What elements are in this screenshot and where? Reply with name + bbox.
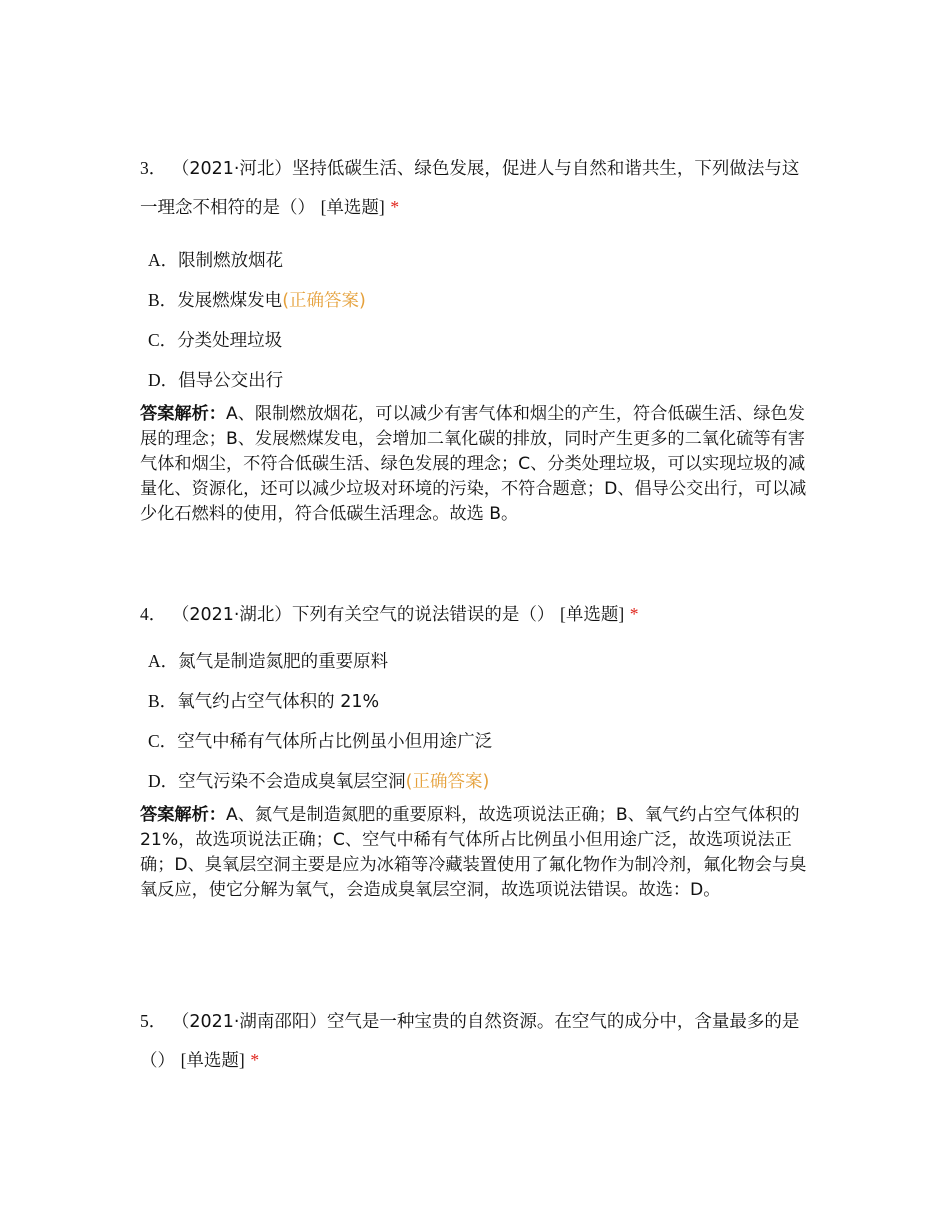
option-text: 倡导公交出行 xyxy=(178,371,284,391)
question-type-tag: [单选题] xyxy=(560,604,625,624)
option-letter: D． xyxy=(148,370,179,390)
question-source: （2021·湖南邵阳） xyxy=(171,1012,327,1032)
question-number: 4． xyxy=(140,604,167,624)
question-3 xyxy=(140,149,812,527)
analysis-text: A、氮气是制造氮肥的重要原料，故选项说法正确；B、氧气约占空气体积的 21%，故选项说法正确；C、空气中稀有气体所占比例虽小但用途广泛，故选项说法正确；D、臭氧层空洞主要是应为冰箱等冷藏装置使用了氟化物作为制冷剂，氟化物会与臭氧反应，使它分解为氧气，会造成臭氧层空洞，故选项说法错误。故选：D。 xyxy=(140,805,807,900)
required-mark: * xyxy=(250,1050,260,1070)
option-letter: C． xyxy=(148,731,178,751)
option-letter: D． xyxy=(148,771,179,791)
option-letter: A． xyxy=(148,250,179,270)
question-stem: 坚持低碳生活、绿色发展，促进人与自然和谐共生，下列做法与这一理念不相符的是（） xyxy=(140,159,800,218)
required-mark: * xyxy=(390,197,400,217)
question-4 xyxy=(140,595,812,903)
analysis-label: 答案解析： xyxy=(140,404,226,424)
option-a[interactable] xyxy=(140,641,812,681)
option-b[interactable] xyxy=(140,681,812,721)
question-number: 5． xyxy=(140,1011,167,1031)
option-text: 限制燃放烟花 xyxy=(178,251,284,271)
question-title xyxy=(140,1002,812,1080)
option-d[interactable] xyxy=(140,761,812,801)
correct-answer-label: (正确答案) xyxy=(405,772,490,792)
analysis-label: 答案解析： xyxy=(140,805,226,825)
question-number: 3． xyxy=(140,158,167,178)
option-letter: A． xyxy=(148,651,179,671)
required-mark: * xyxy=(629,604,639,624)
option-c[interactable] xyxy=(140,721,812,761)
option-text: 空气中稀有气体所占比例虽小但用途广泛 xyxy=(177,732,493,752)
option-text: 氮气是制造氮肥的重要原料 xyxy=(178,652,389,672)
option-b[interactable] xyxy=(140,280,812,320)
option-c[interactable] xyxy=(140,320,812,360)
option-letter: B． xyxy=(148,290,178,310)
question-stem: 下列有关空气的说法错误的是（） xyxy=(291,605,555,625)
correct-answer-label: (正确答案) xyxy=(282,291,366,311)
option-letter: B． xyxy=(148,691,178,711)
option-text: 发展燃煤发电 xyxy=(177,291,283,311)
answer-analysis xyxy=(140,803,812,903)
question-title xyxy=(140,149,812,227)
question-5 xyxy=(140,1002,812,1080)
question-source: （2021·湖北） xyxy=(171,605,292,625)
option-d[interactable] xyxy=(140,360,812,400)
question-source: （2021·河北） xyxy=(171,159,292,179)
option-text: 氧气约占空气体积的 21% xyxy=(177,692,380,712)
option-letter: C． xyxy=(148,330,178,350)
question-title xyxy=(140,595,812,634)
option-list xyxy=(140,240,812,400)
option-a[interactable] xyxy=(140,240,812,280)
question-type-tag: [单选题] xyxy=(320,197,385,217)
question-type-tag: [单选题] xyxy=(180,1050,245,1070)
option-list xyxy=(140,641,812,801)
option-text: 分类处理垃圾 xyxy=(177,331,283,351)
answer-analysis xyxy=(140,402,812,527)
option-text: 空气污染不会造成臭氧层空洞 xyxy=(178,772,406,792)
analysis-text: A、限制燃放烟花，可以减少有害气体和烟尘的产生，符合低碳生活、绿色发展的理念；B、发展燃煤发电，会增加二氧化碳的排放，同时产生更多的二氧化硫等有害气体和烟尘，不符合低碳生活、绿色发展的理念；C、分类处理垃圾，可以实现垃圾的减量化、资源化，还可以减少垃圾对环境的污染，不符合题意；D、倡导公交出行，可以减少化石燃料的使用，符合低碳生活理念。故选 B。 xyxy=(140,404,807,524)
question-stem: 空气是一种宝贵的自然资源。在空气的成分中，含量最多的是（） xyxy=(140,1012,800,1071)
